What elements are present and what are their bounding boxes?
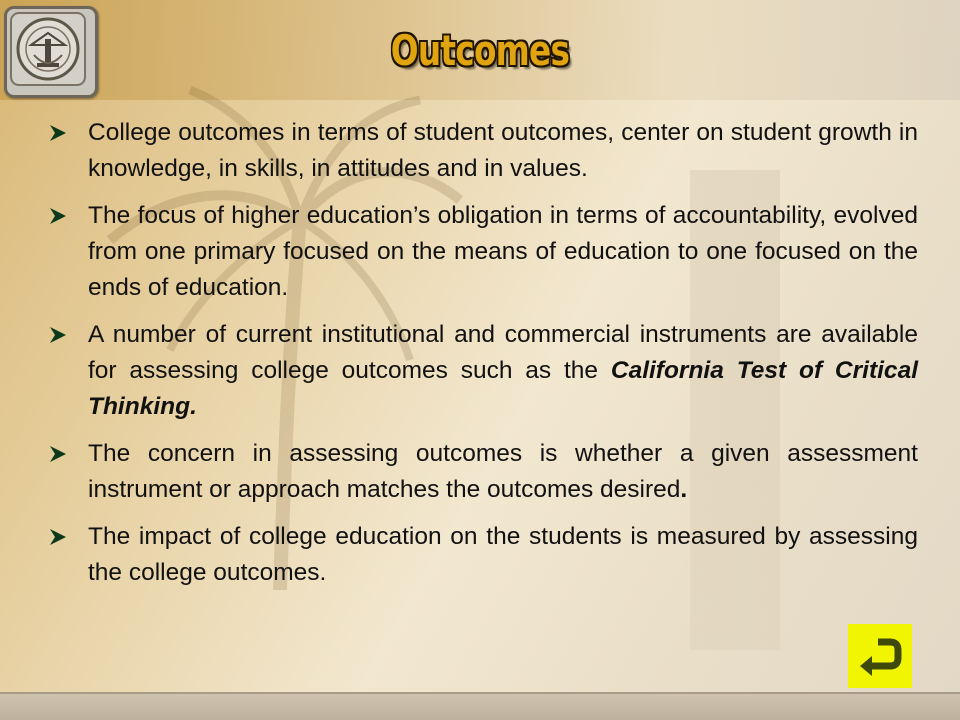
- arrowhead-bullet-icon: [48, 198, 88, 231]
- list-item: [48, 519, 918, 591]
- arrowhead-bullet-icon: [48, 436, 88, 469]
- list-item: [48, 436, 918, 508]
- footer-strip: [0, 692, 960, 720]
- bullet-text: College outcomes in terms of student outcomes, center on student growth in knowledge, in skills, in attitudes and in values.: [88, 119, 918, 182]
- return-button[interactable]: [848, 624, 912, 688]
- bullet-text: The concern in assessing outcomes is whether a given assessment instrument or approach matches the outcomes desired.: [88, 440, 918, 503]
- university-seal-icon: [4, 6, 98, 98]
- bullet-text: A number of current institutional and commercial instruments are available for assessing college outcomes such as the California Test of Critical Thinking.: [88, 321, 918, 420]
- list-item: [48, 198, 918, 306]
- list-item: [48, 317, 918, 425]
- list-item: [48, 115, 918, 187]
- bullet-list: [48, 115, 918, 602]
- bullet-text: The impact of college education on the students is measured by assessing the college outcomes.: [88, 523, 918, 586]
- arrowhead-bullet-icon: [48, 317, 88, 350]
- return-arrow-icon: [858, 636, 902, 676]
- arrowhead-bullet-icon: [48, 519, 88, 552]
- bullet-text: The focus of higher education’s obligation in terms of accountability, evolved from one primary focused on the means of education to one focused on the ends of education.: [88, 202, 918, 301]
- slide-title: Outcomes: [390, 26, 570, 75]
- test-name: California Test of Critical Thinking.: [88, 357, 918, 420]
- arrowhead-bullet-icon: [48, 115, 88, 148]
